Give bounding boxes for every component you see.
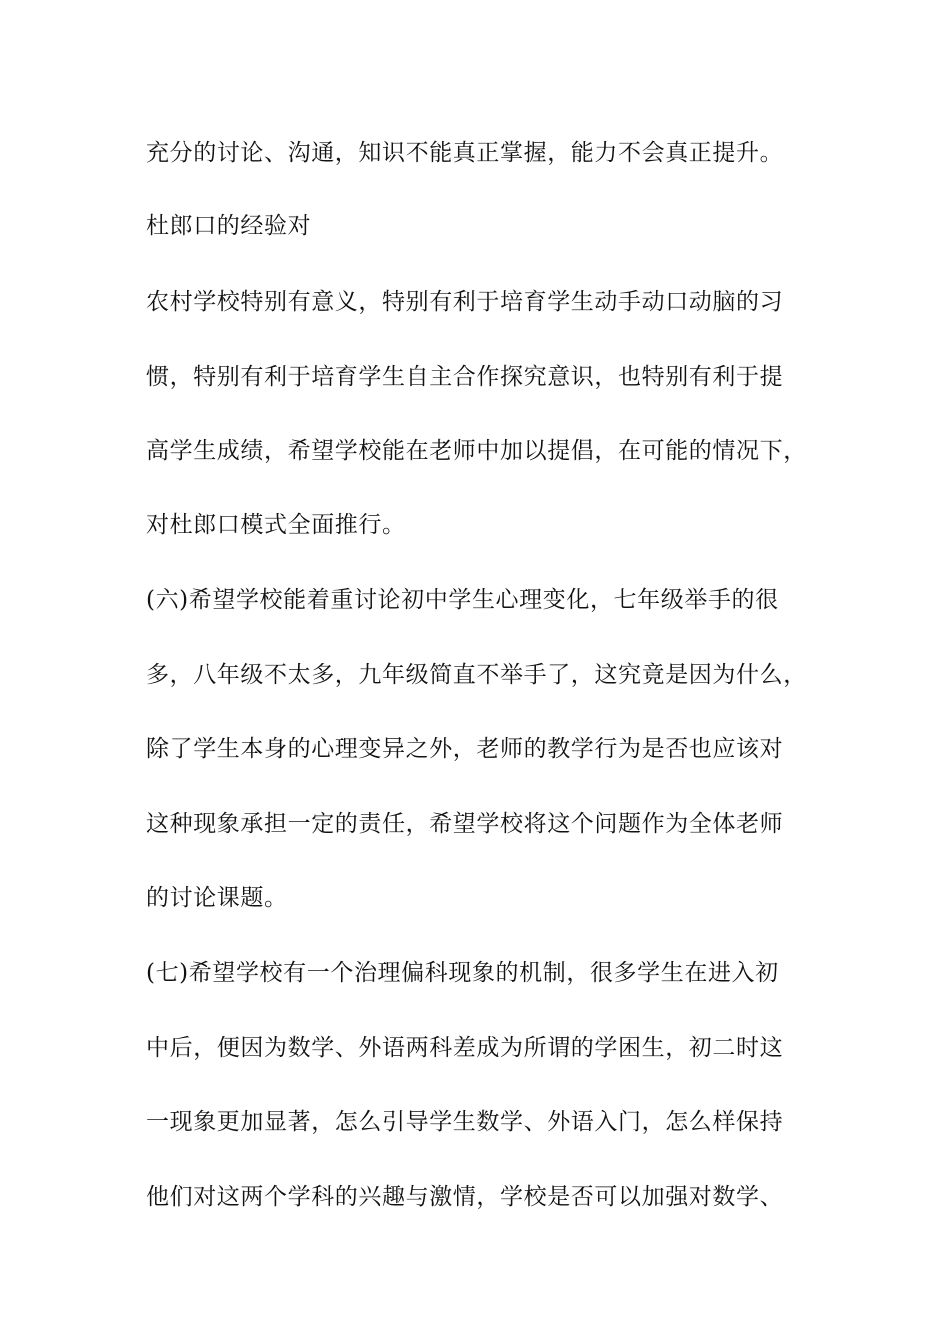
text-line: 惯，特别有利于培育学生自主合作探究意识，也特别有利于提	[146, 364, 784, 390]
text-line: 一现象更加显著，怎么引导学生数学、外语入门，怎么样保持	[146, 1109, 784, 1135]
text-line: 充分的讨论、沟通，知识不能真正掌握，能力不会真正提升。	[146, 140, 784, 166]
text-line: 农村学校特别有意义，特别有利于培育学生动手动口动脑的习	[146, 289, 784, 315]
text-line: 这种现象承担一定的责任，希望学校将这个问题作为全体老师	[146, 811, 784, 837]
text-line: 高学生成绩，希望学校能在老师中加以提倡，在可能的情况下，	[146, 438, 807, 464]
text-line: 杜郎口的经验对	[146, 213, 312, 239]
text-line: 他们对这两个学科的兴趣与激情，学校是否可以加强对数学、	[146, 1184, 784, 1210]
text-line: (六)希望学校能着重讨论初中学生心理变化，七年级举手的很	[146, 587, 779, 613]
text-line: (七)希望学校有一个治理偏科现象的机制，很多学生在进入初	[146, 960, 779, 986]
text-line: 多，八年级不太多，九年级简直不举手了，这究竟是因为什么，	[146, 662, 807, 688]
text-line: 的讨论课题。	[146, 885, 288, 911]
text-line: 对杜郎口模式全面推行。	[146, 512, 406, 538]
text-line: 中后，便因为数学、外语两科差成为所谓的学困生，初二时这	[146, 1035, 784, 1061]
text-line: 除了学生本身的心理变异之外，老师的教学行为是否也应该对	[146, 736, 784, 762]
